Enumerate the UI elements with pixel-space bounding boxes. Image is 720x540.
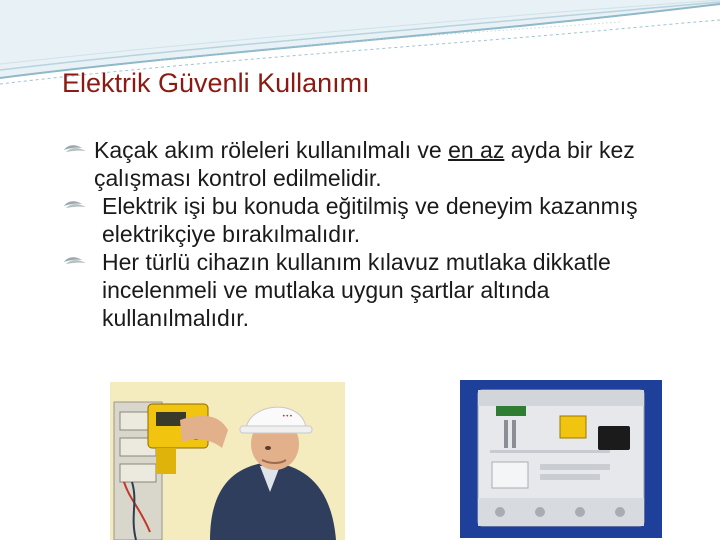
worker-photo (110, 382, 345, 540)
slide-title: Elektrik Güvenli Kullanımı (62, 68, 370, 98)
bullet-item (62, 192, 692, 248)
bullet-list (62, 136, 692, 332)
residual-current-device-illustration (460, 380, 662, 538)
leaf-bullet-icon (62, 255, 90, 269)
bullet-text: Kaçak akım röleleri kullanılmalı ve (94, 137, 449, 163)
header-swoosh-decoration (0, 0, 720, 120)
bullet-item (62, 248, 692, 332)
emphasis-text: en az (448, 137, 505, 163)
leaf-bullet-icon (62, 143, 90, 157)
rcd-photo (460, 380, 662, 538)
bullet-item (62, 136, 692, 192)
electrician-illustration (110, 382, 345, 540)
bullet-text: Her türlü cihazın kullanım kılavuz mutlaka dikkatle incelenmeli ve mutlaka uygun şartlar altında kullanılmalıdır. (102, 249, 611, 331)
bullet-text: Elektrik işi bu konuda eğitilmiş ve deneyim kazanmış elektrikçiye bırakılmalıdır. (102, 193, 638, 247)
leaf-bullet-icon (62, 199, 90, 213)
bullet-text: ayda bir kez çalışması kontrol edilmelidir. (94, 137, 635, 191)
svg-text:•••: ••• (282, 413, 293, 420)
